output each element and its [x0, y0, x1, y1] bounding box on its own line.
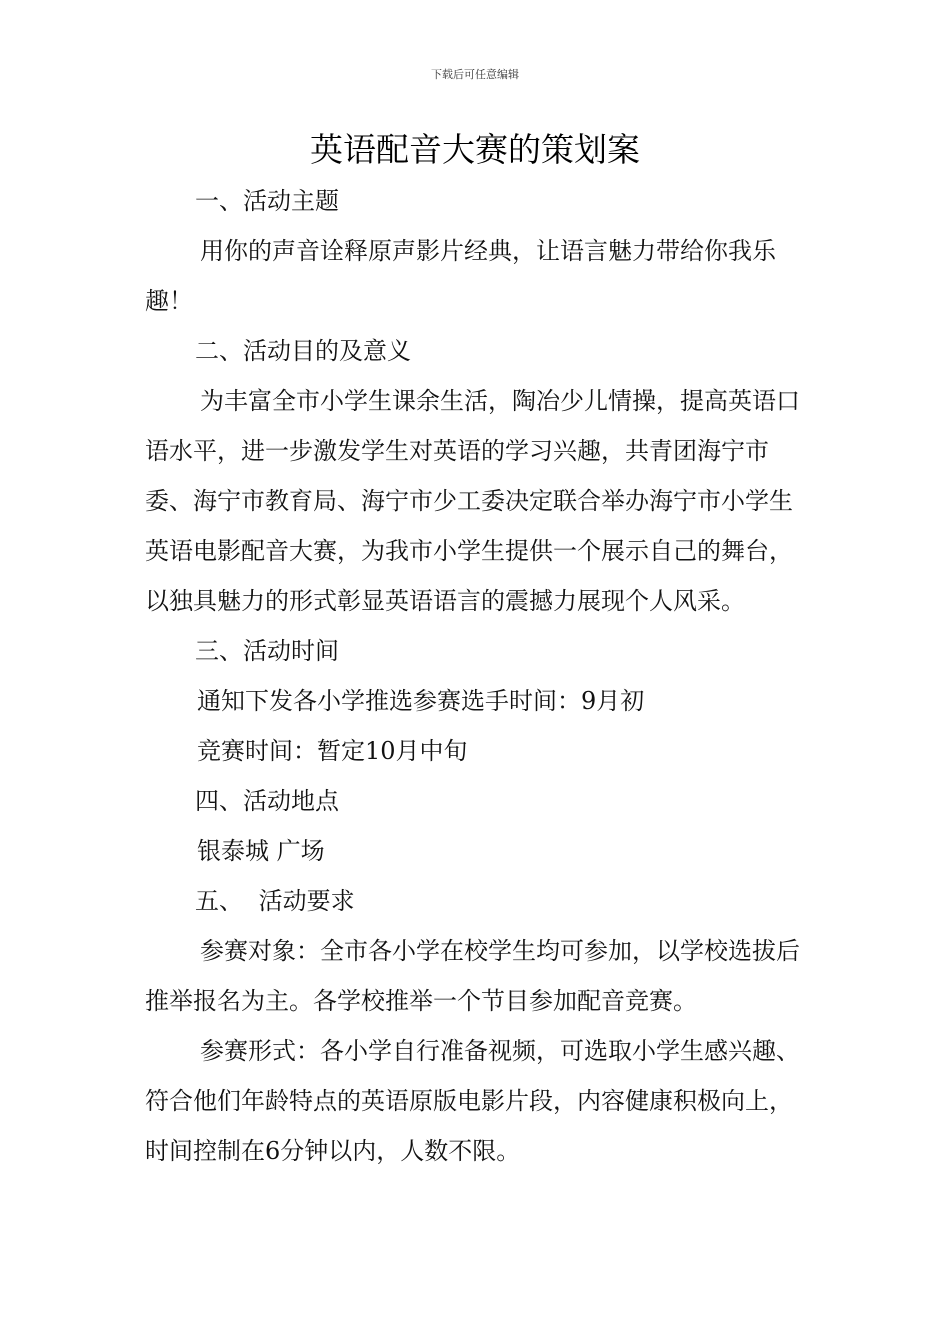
section-5-paragraph-1: 参赛对象：全市各小学在校学生均可参加，以学校选拔后推举报名为主。各学校推举一个节目参加配音竞赛。 — [145, 937, 800, 1015]
section-2-heading: 二、活动目的及意义 — [195, 337, 411, 365]
section-1-heading: 一、活动主题 — [195, 187, 339, 215]
document-body — [145, 176, 807, 1176]
section-3-heading: 三、活动时间 — [195, 637, 339, 665]
section-4-heading: 四、活动地点 — [195, 787, 339, 815]
section-3-line-1: 通知下发各小学推选参赛选手时间：9月初 — [197, 687, 645, 715]
section-2-body: 为丰富全市小学生课余生活，陶冶少儿情操，提高英语口语水平，进一步激发学生对英语的学习兴趣，共青团海宁市委、海宁市教育局、海宁市少工委决定联合举办海宁市小学生英语电影配音大赛，为我市小学生提供一个展示自己的舞台，以独具魅力的形式彰显英语语言的震撼力展现个人风采。 — [145, 387, 800, 615]
section-5-heading: 五、 活动要求 — [195, 887, 355, 915]
document-title: 英语配音大赛的策划案 — [310, 130, 640, 169]
section-3-line-2: 竞赛时间：暂定10月中旬 — [197, 737, 468, 765]
section-4-body: 银泰城 广场 — [197, 837, 325, 865]
header-note: 下载后可任意编辑 — [431, 68, 519, 81]
section-5-paragraph-2: 参赛形式：各小学自行准备视频，可选取小学生感兴趣、符合他们年龄特点的英语原版电影片段，内容健康积极向上，时间控制在6分钟以内，人数不限。 — [145, 1037, 800, 1165]
section-1-body: 用你的声音诠释原声影片经典，让语言魅力带给你我乐趣！ — [145, 237, 776, 315]
